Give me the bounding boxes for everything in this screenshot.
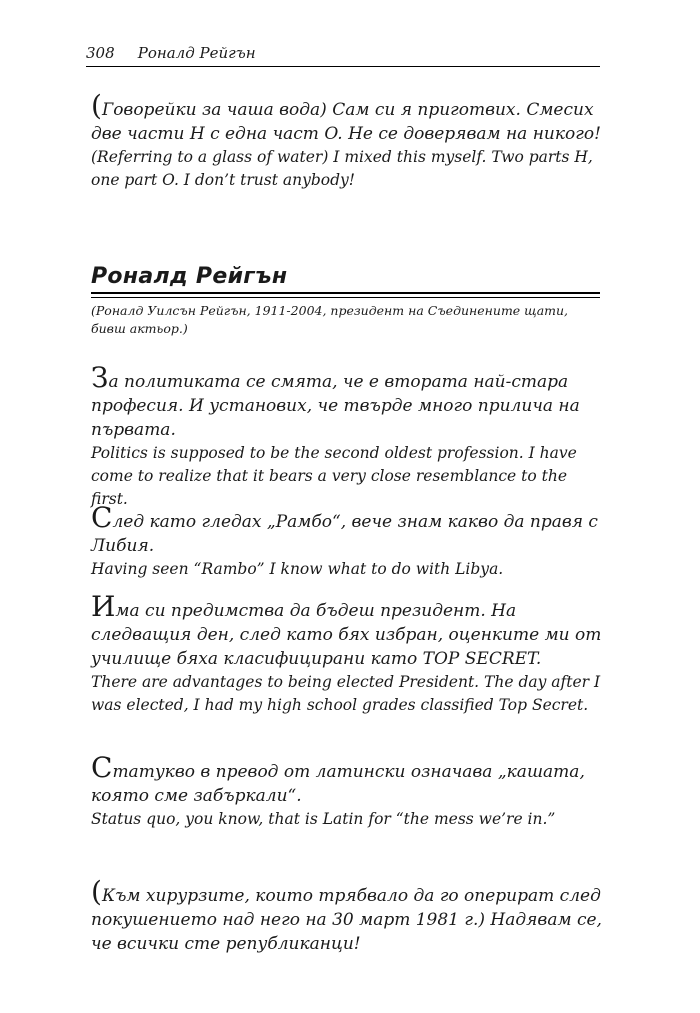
- quote-en: There are advantages to being elected President. The day after I was elected, I had my high school grades classified Top Secret.: [91, 673, 601, 714]
- quote-en: (Referring to a glass of water) I mixed this myself. Two parts H, one part O. I don’t trust anybody!: [91, 148, 593, 189]
- dropcap: С: [91, 501, 113, 534]
- quote-bg-text: татукво в превод от латински означава „кашата, която сме забъркали“.: [91, 762, 585, 806]
- quote-5: [91, 875, 605, 956]
- quote-4: [91, 751, 605, 831]
- quote-1: [91, 361, 605, 511]
- running-header: [86, 43, 600, 67]
- dropcap: С: [91, 751, 113, 784]
- quote-bg: [91, 501, 605, 558]
- running-title: Роналд Рейгън: [137, 44, 256, 62]
- quote-bg: [91, 89, 605, 146]
- quote-en: Status quo, you know, that is Latin for “the mess we’re in.”: [91, 810, 556, 828]
- name-rule-thin: [91, 297, 600, 298]
- quote-en: Having seen “Rambo” I know what to do with Libya.: [91, 560, 504, 578]
- quote-3: [91, 590, 605, 717]
- dropcap: (: [91, 89, 102, 122]
- page-number: 308: [86, 44, 115, 62]
- dropcap: (: [91, 875, 102, 908]
- quote-bg: [91, 751, 605, 808]
- quote-bg-text: а политиката се смята, че е втората най-стара професия. И установих, че твърде много прилича на първата.: [91, 372, 580, 440]
- quote-bg-text: Към хирурзите, които трябвало да го оперират след покушението над него на 30 март 1981 г.) Надявам се, че всички сте републиканци!: [91, 886, 602, 954]
- name-rule-thick: [91, 292, 600, 294]
- intro-quote: [91, 89, 605, 192]
- quote-bg: [91, 590, 605, 671]
- quote-en: Politics is supposed to be the second oldest profession. I have come to realize that it bears a very close resemblance to the first.: [91, 444, 577, 508]
- dropcap: И: [91, 590, 116, 623]
- quote-bg: [91, 361, 605, 442]
- person-name: Роналд Рейгън: [91, 264, 288, 289]
- quote-bg-text: лед като гледах „Рамбо“, вече знам какво да правя с Либия.: [91, 512, 598, 556]
- dropcap: З: [91, 361, 109, 394]
- quote-bg: [91, 875, 605, 956]
- quote-2: [91, 501, 605, 581]
- header-rule: [86, 66, 600, 67]
- quote-bg-text: ма си предимства да бъдеш президент. На следващия ден, след като бях избран, оценките ми от училище бяха класифицирани като TOP SECRET.: [91, 601, 602, 669]
- person-bio: (Роналд Уилсън Рейгън, 1911-2004, президент на Съединените щати, бивш актьор.): [91, 303, 569, 336]
- quote-bg-text: Говорейки за чаша вода) Сам си я приготвих. Смесих две части H с една част O. Не се доверявам на никого!: [91, 100, 601, 144]
